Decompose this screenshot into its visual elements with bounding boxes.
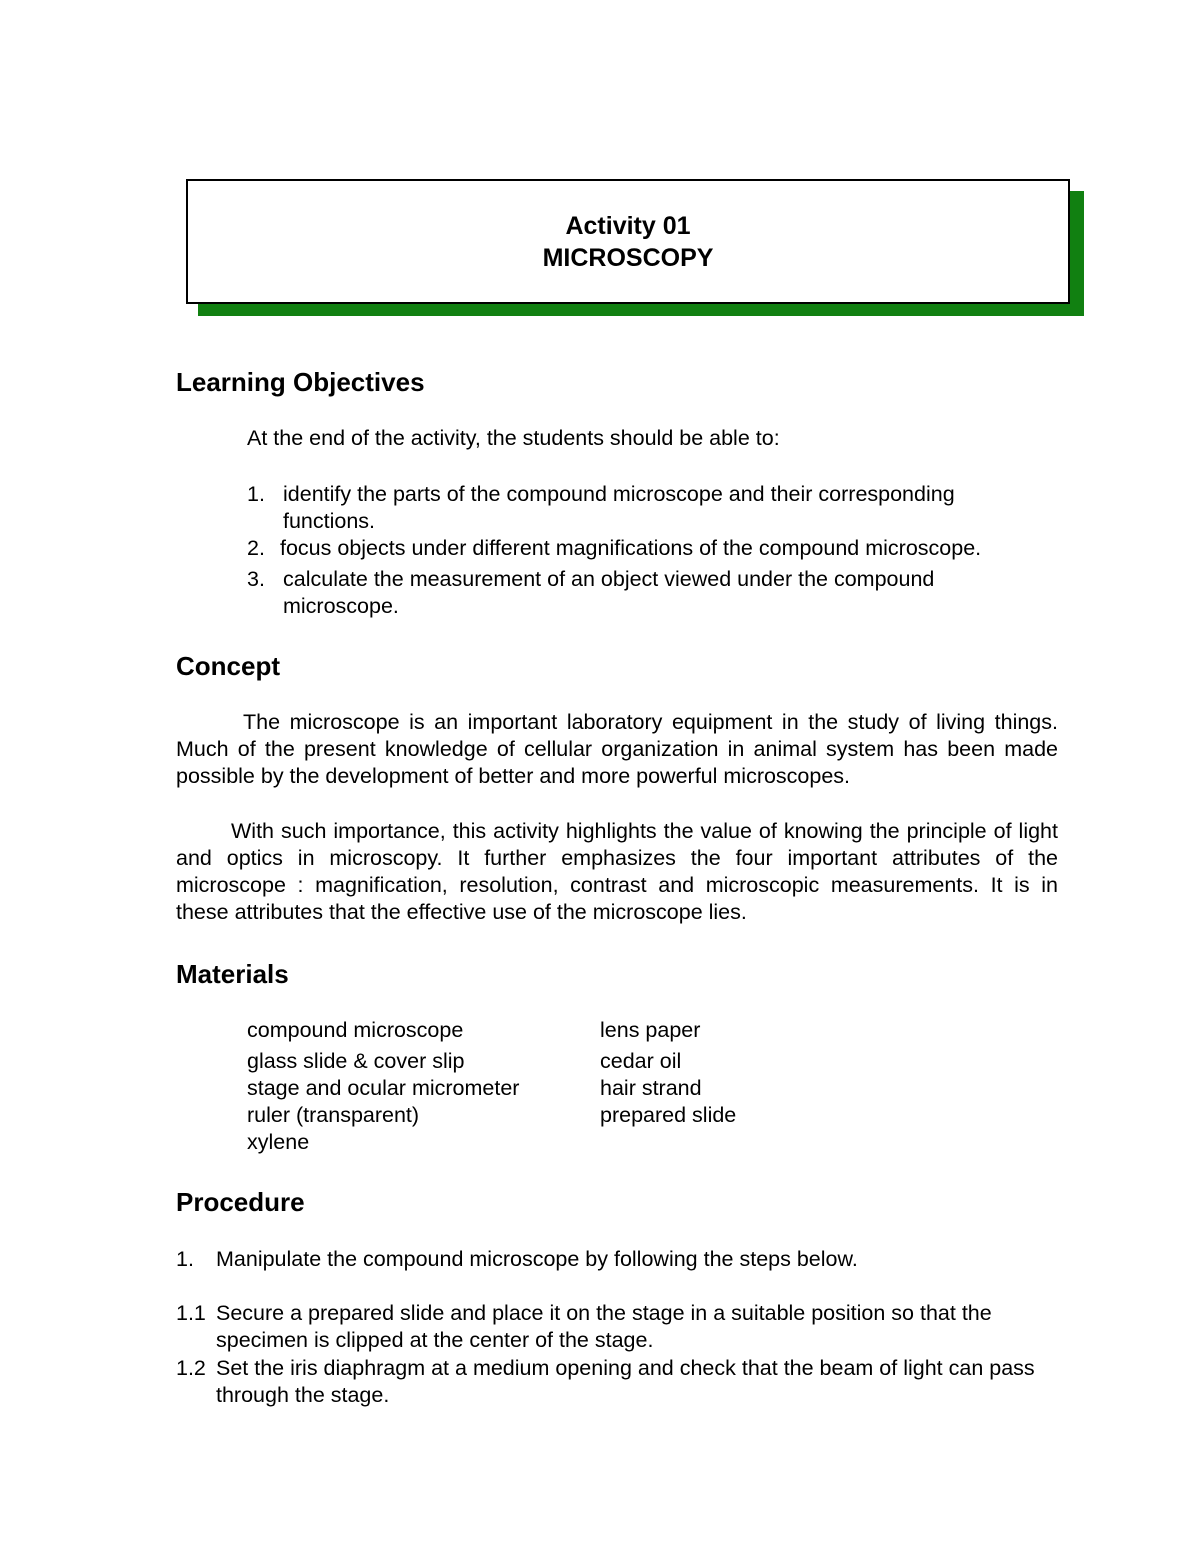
objective-number: 1. <box>247 482 265 506</box>
activity-number: Activity 01 <box>565 211 691 240</box>
step-text: Manipulate the compound microscope by following the steps below. <box>216 1247 858 1271</box>
step-text: Secure a prepared slide and place it on the stage in a suitable position so that the specimen is clipped at the center of the stage. <box>216 1301 992 1352</box>
activity-title: MICROSCOPY <box>542 243 714 272</box>
objective-text: identify the parts of the compound microscope and their corresponding functions. <box>283 482 955 533</box>
material-item: lens paper <box>600 1018 701 1042</box>
material-item: cedar oil <box>600 1049 682 1073</box>
material-item: stage and ocular micrometer <box>247 1076 520 1100</box>
objective-number: 2. <box>247 536 265 560</box>
concept-heading: Concept <box>176 651 280 681</box>
material-item: hair strand <box>600 1076 702 1100</box>
concept-paragraph: With such importance, this activity highlights the value of knowing the principle of light and optics in microscopy. It further emphasizes the four important attributes of the microscope : magnification, resolution, contrast and microscopic measurements. It is in these attributes that the effective use of the microscope lies. <box>176 819 1058 924</box>
concept-paragraph: The microscope is an important laboratory equipment in the study of living things. Much of the present knowledge of cellular organization in animal system has been made possible by the development of better and more powerful microscopes. <box>176 710 1058 788</box>
objective-text: focus objects under different magnifications of the compound microscope. <box>280 536 982 560</box>
title-box <box>186 179 1070 304</box>
objective-number: 3. <box>247 567 265 591</box>
objective-text: calculate the measurement of an object viewed under the compound microscope. <box>283 567 935 618</box>
material-item: prepared slide <box>600 1103 737 1127</box>
material-item: compound microscope <box>247 1018 464 1042</box>
materials-heading: Materials <box>176 959 289 989</box>
material-item: ruler (transparent) <box>247 1103 420 1127</box>
step-number: 1.2 <box>176 1356 206 1380</box>
objectives-intro: At the end of the activity, the students should be able to: <box>247 426 780 450</box>
step-text: Set the iris diaphragm at a medium opening and check that the beam of light can pass through the stage. <box>216 1356 1035 1407</box>
procedure-heading: Procedure <box>176 1187 305 1217</box>
material-item: xylene <box>247 1130 310 1154</box>
step-number: 1. <box>176 1247 194 1271</box>
objectives-heading: Learning Objectives <box>176 367 425 397</box>
material-item: glass slide & cover slip <box>247 1049 465 1073</box>
step-number: 1.1 <box>176 1301 206 1325</box>
